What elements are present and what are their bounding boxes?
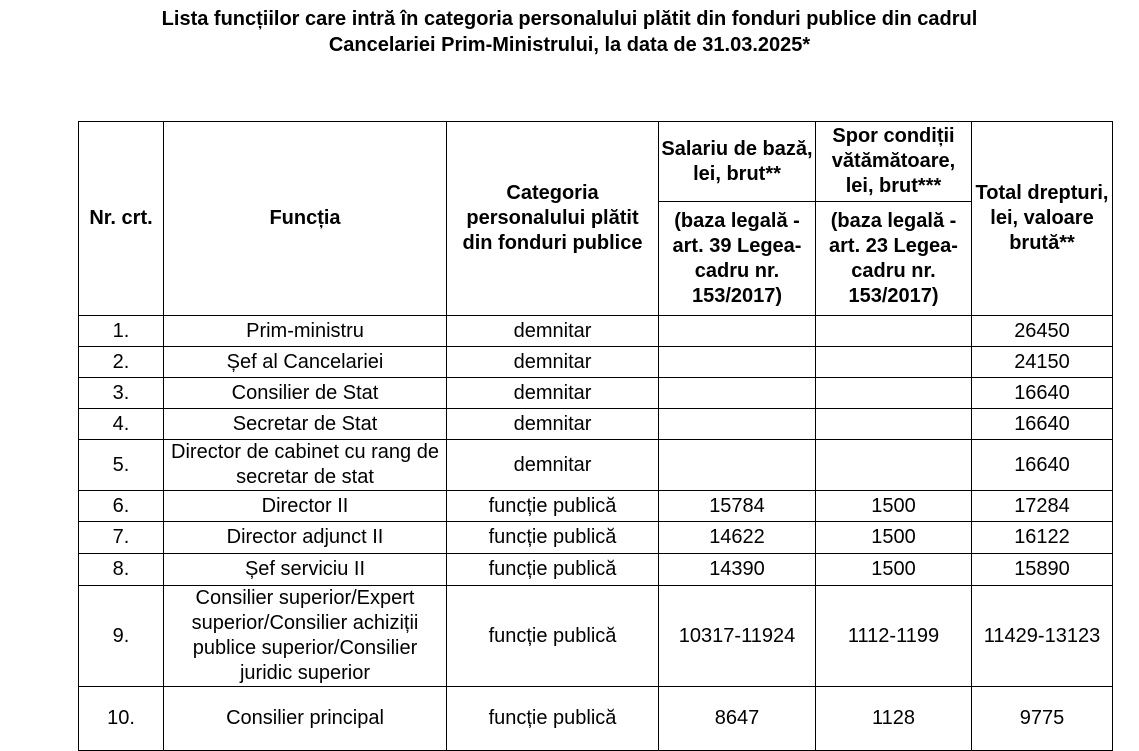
table-body: [79, 122, 1113, 751]
salary-table: [78, 121, 1113, 751]
cell-spor: 1500: [816, 554, 972, 586]
cell-salariu: [659, 409, 816, 440]
cell-total: 16640: [972, 440, 1113, 491]
cell-categoria: funcție publică: [447, 586, 659, 687]
cell-spor: 1500: [816, 522, 972, 554]
cell-spor: [816, 378, 972, 409]
table-row: [79, 378, 1113, 409]
cell-nr: 6.: [79, 491, 164, 522]
header-nr-crt: Nr. crt.: [79, 122, 164, 316]
cell-nr: 3.: [79, 378, 164, 409]
cell-salariu: 10317-11924: [659, 586, 816, 687]
cell-total: 16640: [972, 378, 1113, 409]
cell-salariu: [659, 316, 816, 347]
header-salariu: Salariu de bază, lei, brut**: [659, 122, 816, 202]
cell-categoria: funcție publică: [447, 491, 659, 522]
cell-total: 24150: [972, 347, 1113, 378]
table-row: [79, 522, 1113, 554]
cell-functia: Director II: [164, 491, 447, 522]
table-row: [79, 440, 1113, 491]
cell-functia: Consilier de Stat: [164, 378, 447, 409]
document-title: [0, 6, 1139, 58]
cell-nr: 10.: [79, 687, 164, 751]
cell-spor: 1128: [816, 687, 972, 751]
cell-total: 15890: [972, 554, 1113, 586]
title-line-1: Lista funcțiilor care intră în categoria personalului plătit din fonduri publice din cadrul: [161, 8, 978, 30]
header-salariu-legal: (baza legală - art. 39 Legea-cadru nr. 153/2017): [659, 202, 816, 316]
cell-salariu: 14622: [659, 522, 816, 554]
cell-total: 16640: [972, 409, 1113, 440]
cell-total: 26450: [972, 316, 1113, 347]
cell-spor: 1500: [816, 491, 972, 522]
cell-functia: Director de cabinet cu rang de secretar de stat: [164, 440, 447, 491]
cell-spor: [816, 440, 972, 491]
cell-total: 17284: [972, 491, 1113, 522]
cell-spor: [816, 347, 972, 378]
cell-functia: Consilier superior/Expert superior/Consilier achiziții publice superior/Consilier juridic superior: [164, 586, 447, 687]
cell-salariu: 15784: [659, 491, 816, 522]
cell-salariu: [659, 378, 816, 409]
cell-categoria: funcție publică: [447, 687, 659, 751]
table-row: [79, 554, 1113, 586]
title-line-2: Cancelariei Prim-Ministrului, la data de 31.03.2025*: [328, 34, 811, 56]
cell-salariu: 8647: [659, 687, 816, 751]
cell-functia: Șef al Cancelariei: [164, 347, 447, 378]
cell-total: 11429-13123: [972, 586, 1113, 687]
table-row: [79, 316, 1113, 347]
cell-total: 9775: [972, 687, 1113, 751]
cell-spor: [816, 316, 972, 347]
table-row: [79, 409, 1113, 440]
cell-categoria: demnitar: [447, 378, 659, 409]
header-spor-legal: (baza legală - art. 23 Legea-cadru nr. 153/2017): [816, 202, 972, 316]
header-functia: Funcția: [164, 122, 447, 316]
table-row: [79, 687, 1113, 751]
header-categoria: Categoria personalului plătit din fonduri publice: [447, 122, 659, 316]
cell-nr: 9.: [79, 586, 164, 687]
table-row: [79, 347, 1113, 378]
cell-nr: 4.: [79, 409, 164, 440]
table-row: [79, 586, 1113, 687]
cell-functia: Șef serviciu II: [164, 554, 447, 586]
header-spor: Spor condiții vătămătoare, lei, brut***: [816, 122, 972, 202]
cell-nr: 5.: [79, 440, 164, 491]
header-row: [79, 122, 1113, 202]
cell-total: 16122: [972, 522, 1113, 554]
cell-categoria: funcție publică: [447, 522, 659, 554]
cell-categoria: demnitar: [447, 347, 659, 378]
cell-categoria: demnitar: [447, 409, 659, 440]
cell-nr: 8.: [79, 554, 164, 586]
cell-nr: 2.: [79, 347, 164, 378]
cell-salariu: [659, 440, 816, 491]
cell-salariu: 14390: [659, 554, 816, 586]
cell-functia: Secretar de Stat: [164, 409, 447, 440]
cell-functia: Prim-ministru: [164, 316, 447, 347]
cell-categoria: funcție publică: [447, 554, 659, 586]
cell-categoria: demnitar: [447, 316, 659, 347]
cell-spor: 1112-1199: [816, 586, 972, 687]
cell-nr: 1.: [79, 316, 164, 347]
cell-functia: Consilier principal: [164, 687, 447, 751]
cell-nr: 7.: [79, 522, 164, 554]
header-total: Total drepturi, lei, valoare brută**: [972, 122, 1113, 316]
cell-spor: [816, 409, 972, 440]
cell-salariu: [659, 347, 816, 378]
table-row: [79, 491, 1113, 522]
cell-categoria: demnitar: [447, 440, 659, 491]
cell-functia: Director adjunct II: [164, 522, 447, 554]
